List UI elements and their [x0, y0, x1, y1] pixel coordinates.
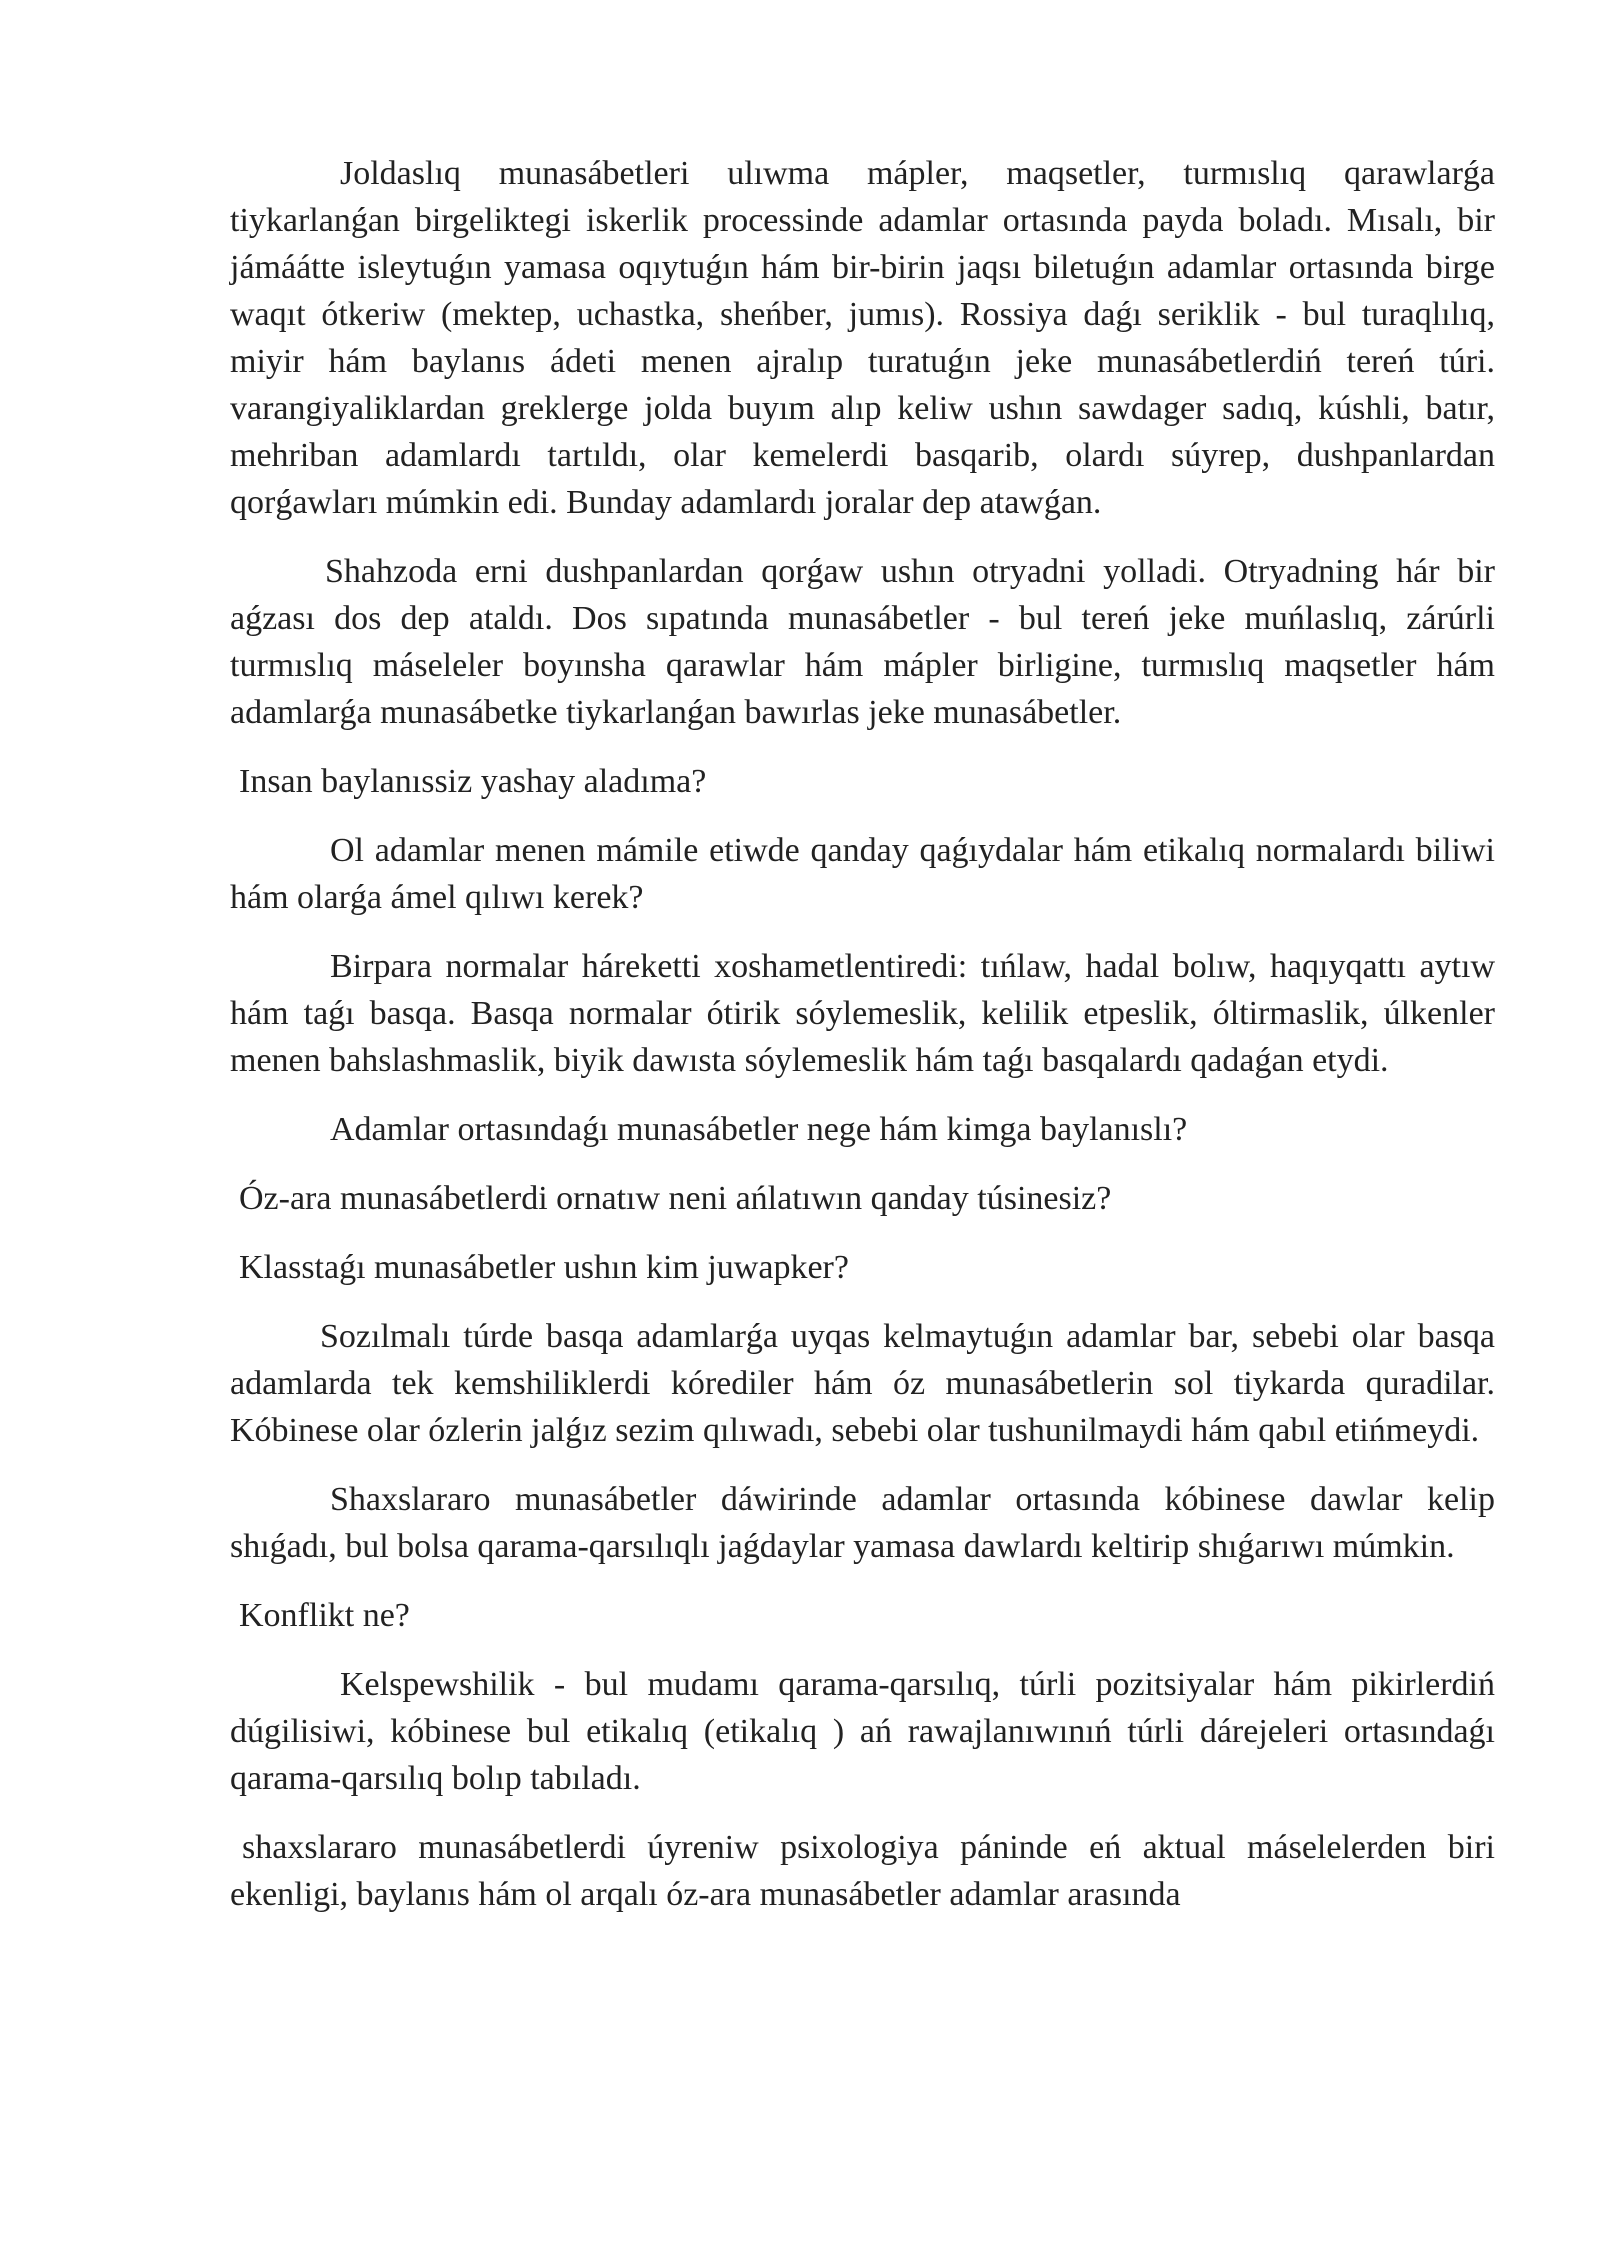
question-class-responsibility: Klasstaǵı munasábetler ushın kim juwapker? — [239, 1249, 849, 1286]
paragraph-interpersonal-study: shaxslararo munasábetlerdi úyreniw psixologiya páninde eń aktual máselelerden biri ekenligi, baylanıs hám ol arqalı óz-ara munasábetler adamlar arasında — [230, 1829, 1495, 1913]
paragraph-friendship-relations: Joldaslıq munasábetleri ulıwma mápler, maqsetler, turmıslıq qarawlarǵa tiykarlanǵan birgeliktegi iskerlik processinde adamlar ortasında payda boladı. Mısalı, bir jámáátte isleytuǵın yamasa oqıytuǵın hám bir-birin jaqsı biletuǵın adamlar ortasında birge waqıt ótkeriw (mektep, uchastka, sheńber, jumıs). Rossiya daǵı seriklik - bul turaqlılıq, miyir hám baylanıs ádeti menen ajralıp turatuǵın jeke munasábetlerdiń tereń túri. varangiyaliklardan greklerge jolda buyım alıp keliw ushın sawdager sadıq, kúshli, batır, mehriban adamlardı tartıldı, olar kemelerdi basqarib, olardı súyrep, dushpanlardan qorǵawları múmkin edi. Bunday adamlardı joralar dep atawǵan. — [230, 155, 1495, 521]
paragraph-norms-list: Birpara normalar háreketti xoshametlentiredi: tıńlaw, hadal bolıw, haqıyqattı aytıw hám taǵı basqa. Basqa normalar ótirik sóylemeslik, kelilik etpeslik, óltirmaslik, úlkenler menen bahslashmaslik, biyik dawısta sóylemeslik hám taǵı basqalardı qadaǵan etydi. — [230, 948, 1495, 1079]
question-relations-depend: Adamlar ortasındaǵı munasábetler nege hám kimga baylanıslı? — [330, 1111, 1188, 1148]
question-establish-relations: Óz-ara munasábetlerdi ornatıw neni ańlatıwın qanday túsinesiz? — [239, 1180, 1112, 1217]
question-conflict: Konflikt ne? — [239, 1597, 410, 1634]
paragraph-ethical-norms: Ol adamlar menen mámile etiwde qanday qaǵıydalar hám etikalıq normalardı biliwi hám olarǵa ámel qılıwı kerek? — [230, 832, 1495, 916]
question-communication: Insan baylanıssiz yashay aladıma? — [239, 763, 707, 800]
document-page — [230, 150, 1495, 1918]
paragraph-conflict-definition: Kelspewshilik - bul mudamı qarama-qarsılıq, túrli pozitsiyalar hám pikirlerdiń dúgilisiwi, kóbinese bul etikalıq (etikalıq ) ań rawajlanıwınıń túrli dárejeleri ortasındaǵı qarama-qarsılıq bolıp tabıladı. — [230, 1666, 1495, 1797]
paragraph-interpersonal-disputes: Shaxslararo munasábetler dáwirinde adamlar ortasında kóbinese dawlar kelip shıǵadı, bul bolsa qarama-qarsılıqlı jaǵdaylar yamasa dawlardı keltirip shıǵarıwı múmkin. — [230, 1481, 1495, 1565]
paragraph-incompatible-people: Sozılmalı túrde basqa adamlarǵa uyqas kelmaytuǵın adamlar bar, sebebi olar basqa adamlarda tek kemshiliklerdi kórediler hám óz munasábetlerin sol tiykarda quradilar. Kóbinese olar ózlerin jalǵız sezim qılıwadı, sebebi olar tushunilmaydi hám qabıl etińmeydi. — [230, 1318, 1495, 1449]
paragraph-prince-detachment: Shahzoda erni dushpanlardan qorǵaw ushın otryadni yolladi. Otryadning hár bir aǵzası dos dep ataldı. Dos sıpatında munasábetler - bul tereń jeke muńlaslıq, zárúrli turmıslıq máseleler boyınsha qarawlar hám mápler birligine, turmıslıq maqsetler hám adamlarǵa munasábetke tiykarlanǵan bawırlas jeke munasábetler. — [230, 553, 1495, 731]
